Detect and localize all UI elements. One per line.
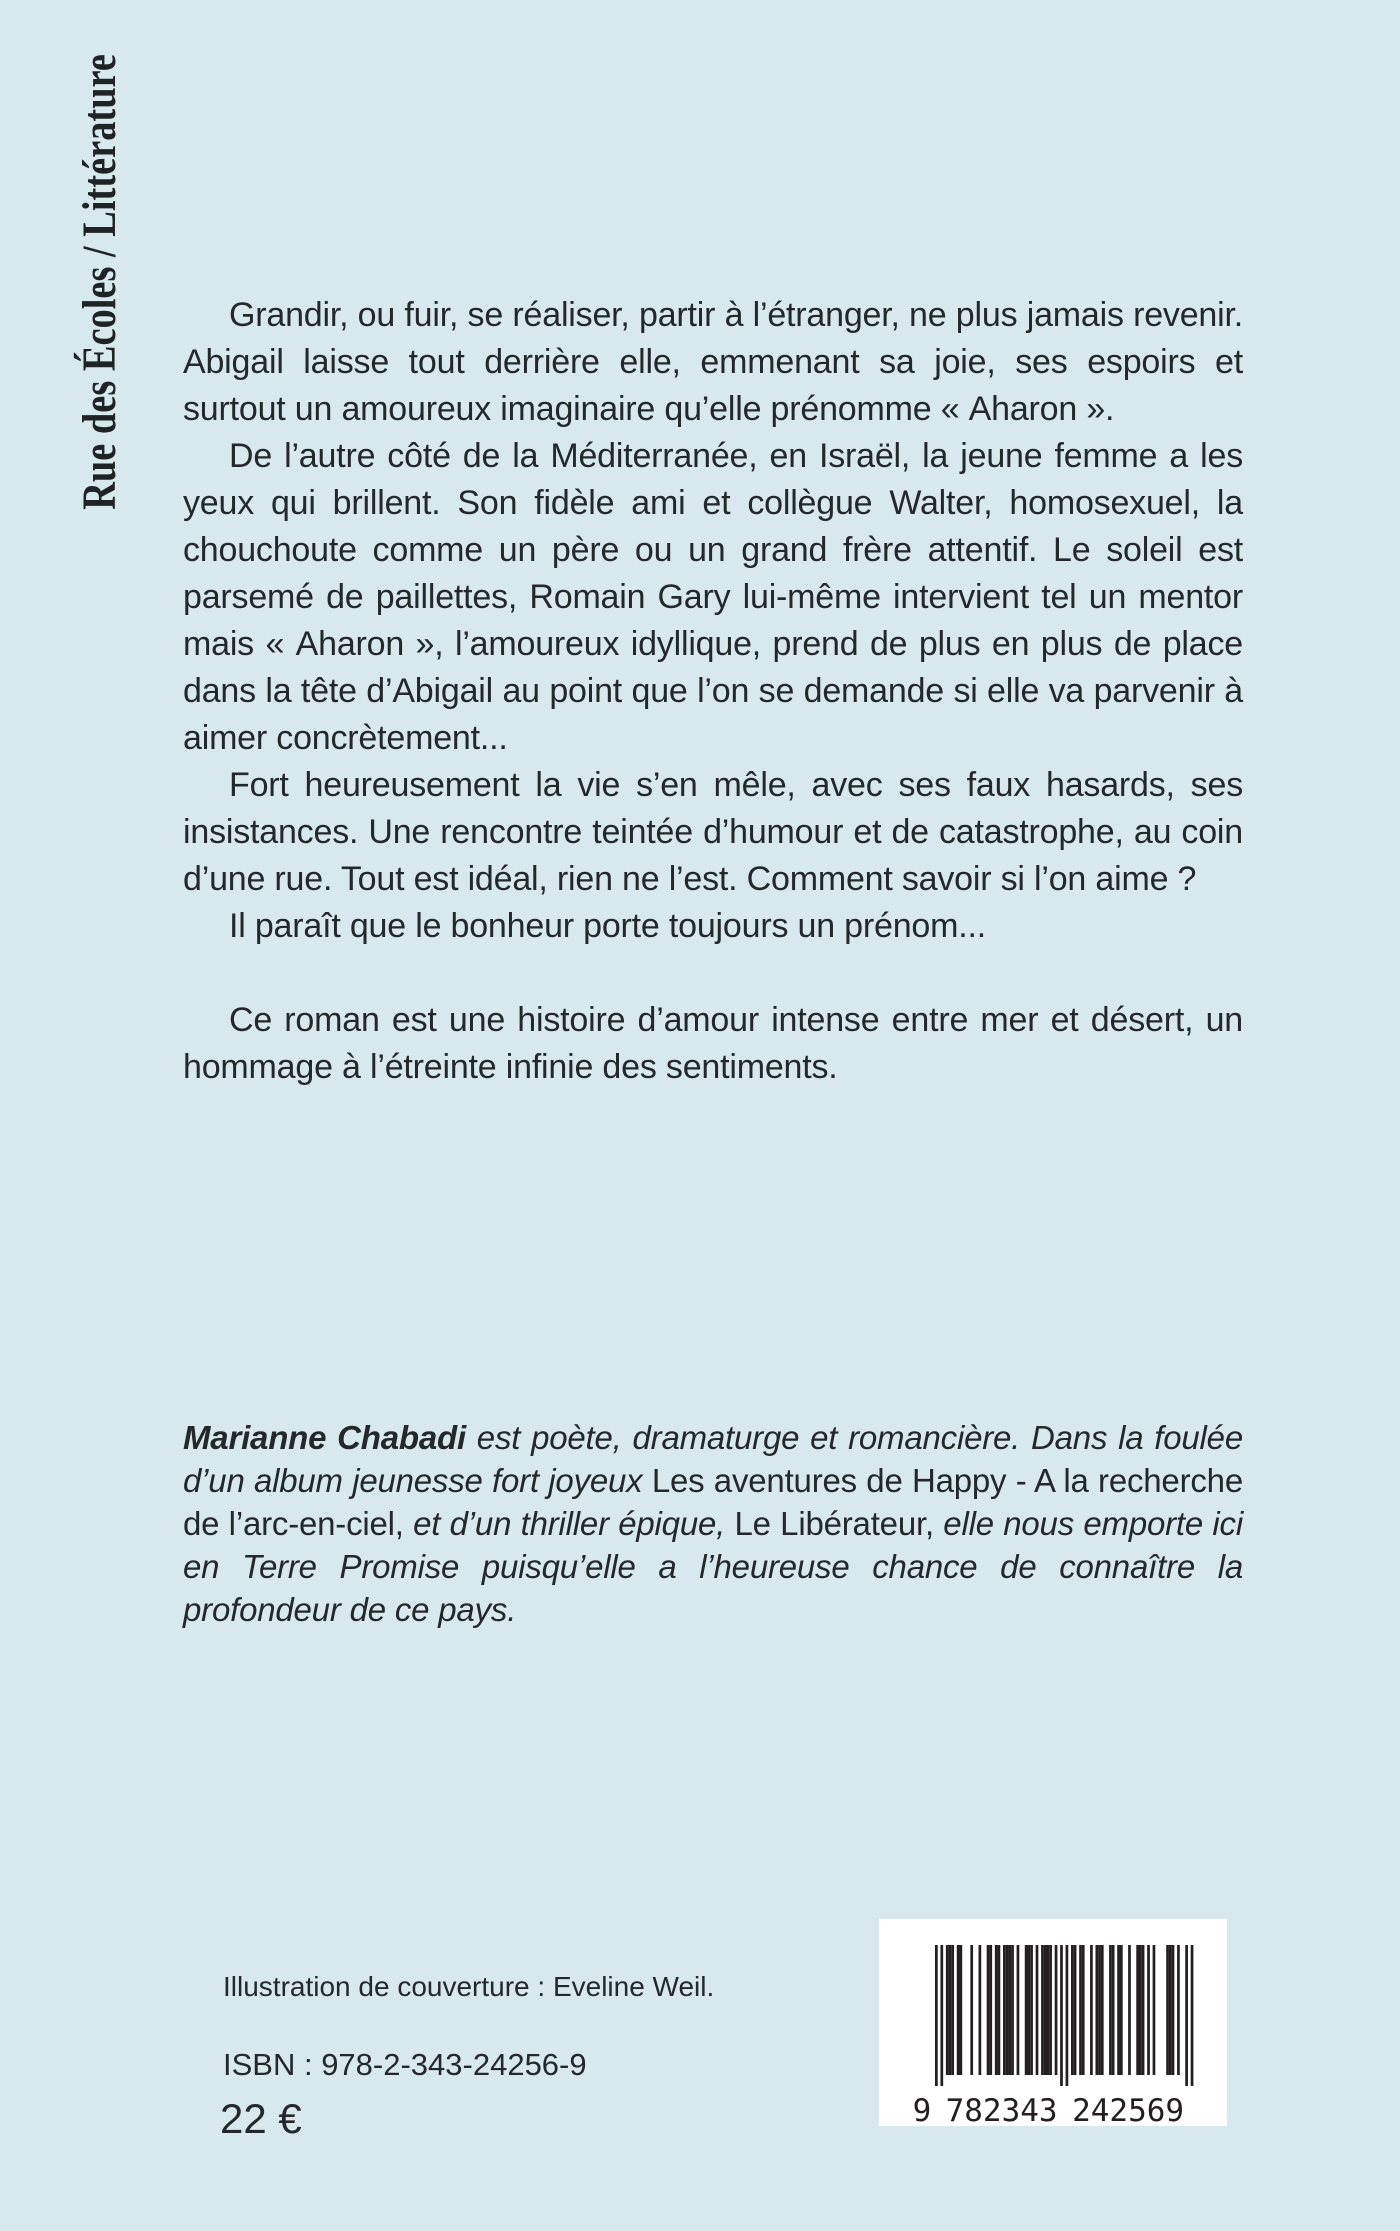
author-bio-segment: Le Libérateur, <box>734 1505 934 1542</box>
author-bio <box>183 1416 1243 1631</box>
author-bio-segment: et d’un thriller épique, <box>403 1505 735 1542</box>
author-bio-segment: Les aventures de Happy - A la recherche de l’arc-en-ciel, <box>183 1462 1243 1542</box>
author-bio-segment: elle nous emporte ici en Terre Promise puisqu’elle a l’heureuse chance de connaître la profondeur de ce pays. <box>183 1505 1243 1628</box>
barcode-digits: 9 <box>913 2093 932 2126</box>
author-bio-segment: Marianne Chabadi <box>183 1419 466 1456</box>
synopsis-paragraph: Grandir, ou fuir, se réaliser, partir à l’étranger, ne plus jamais revenir. Abigail laisse tout derrière elle, emmenant sa joie, ses espoirs et surtout un amoureux imaginaire qu’elle prénomme « Aharon ». <box>183 296 1243 428</box>
spine-collection-label: Rue des Écoles / Littérature <box>73 54 126 510</box>
author-bio-segment: est poète, dramaturge et romancière. Dans la foulée d’un album jeunesse fort joyeux <box>183 1419 1243 1499</box>
ean13-barcode-panel <box>879 1919 1227 2126</box>
barcode-digits: 782343 <box>945 2093 1058 2126</box>
cover-illustration-credit: Illustration de couverture : Eveline Weil. <box>223 1971 715 2002</box>
synopsis-paragraph: De l’autre côté de la Méditerranée, en Israël, la jeune femme a les yeux qui brillent. Son fidèle ami et collègue Walter, homosexuel, la chouchoute comme un père ou un grand frère attentif. Le soleil est parsemé de paillettes, Romain Gary lui-même intervient tel un mentor mais « Aharon », l’amoureux idyllique, prend de plus en plus de place dans la tête d’Abigail au point que l’on se demande si elle va parvenir à aimer concrètement... <box>183 437 1243 757</box>
synopsis <box>183 292 1243 1091</box>
isbn-line: ISBN : 978-2-343-24256-9 <box>223 2047 587 2082</box>
barcode-digits: 242569 <box>1072 2093 1185 2126</box>
synopsis-paragraph: Fort heureusement la vie s’en mêle, avec ses faux hasards, ses insistances. Une rencontre teintée d’humour et de catastrophe, au coin d’une rue. Tout est idéal, rien ne l’est. Comment savoir si l’on aime ? <box>183 766 1243 898</box>
ean13-barcode <box>913 1945 1195 2126</box>
price-label: 22 € <box>220 2095 302 2142</box>
synopsis-paragraph: Il paraît que le bonheur porte toujours un prénom... <box>229 907 986 945</box>
synopsis-paragraph: Ce roman est une histoire d’amour intense entre mer et désert, un hommage à l’étreinte infinie des sentiments. <box>183 1001 1243 1086</box>
